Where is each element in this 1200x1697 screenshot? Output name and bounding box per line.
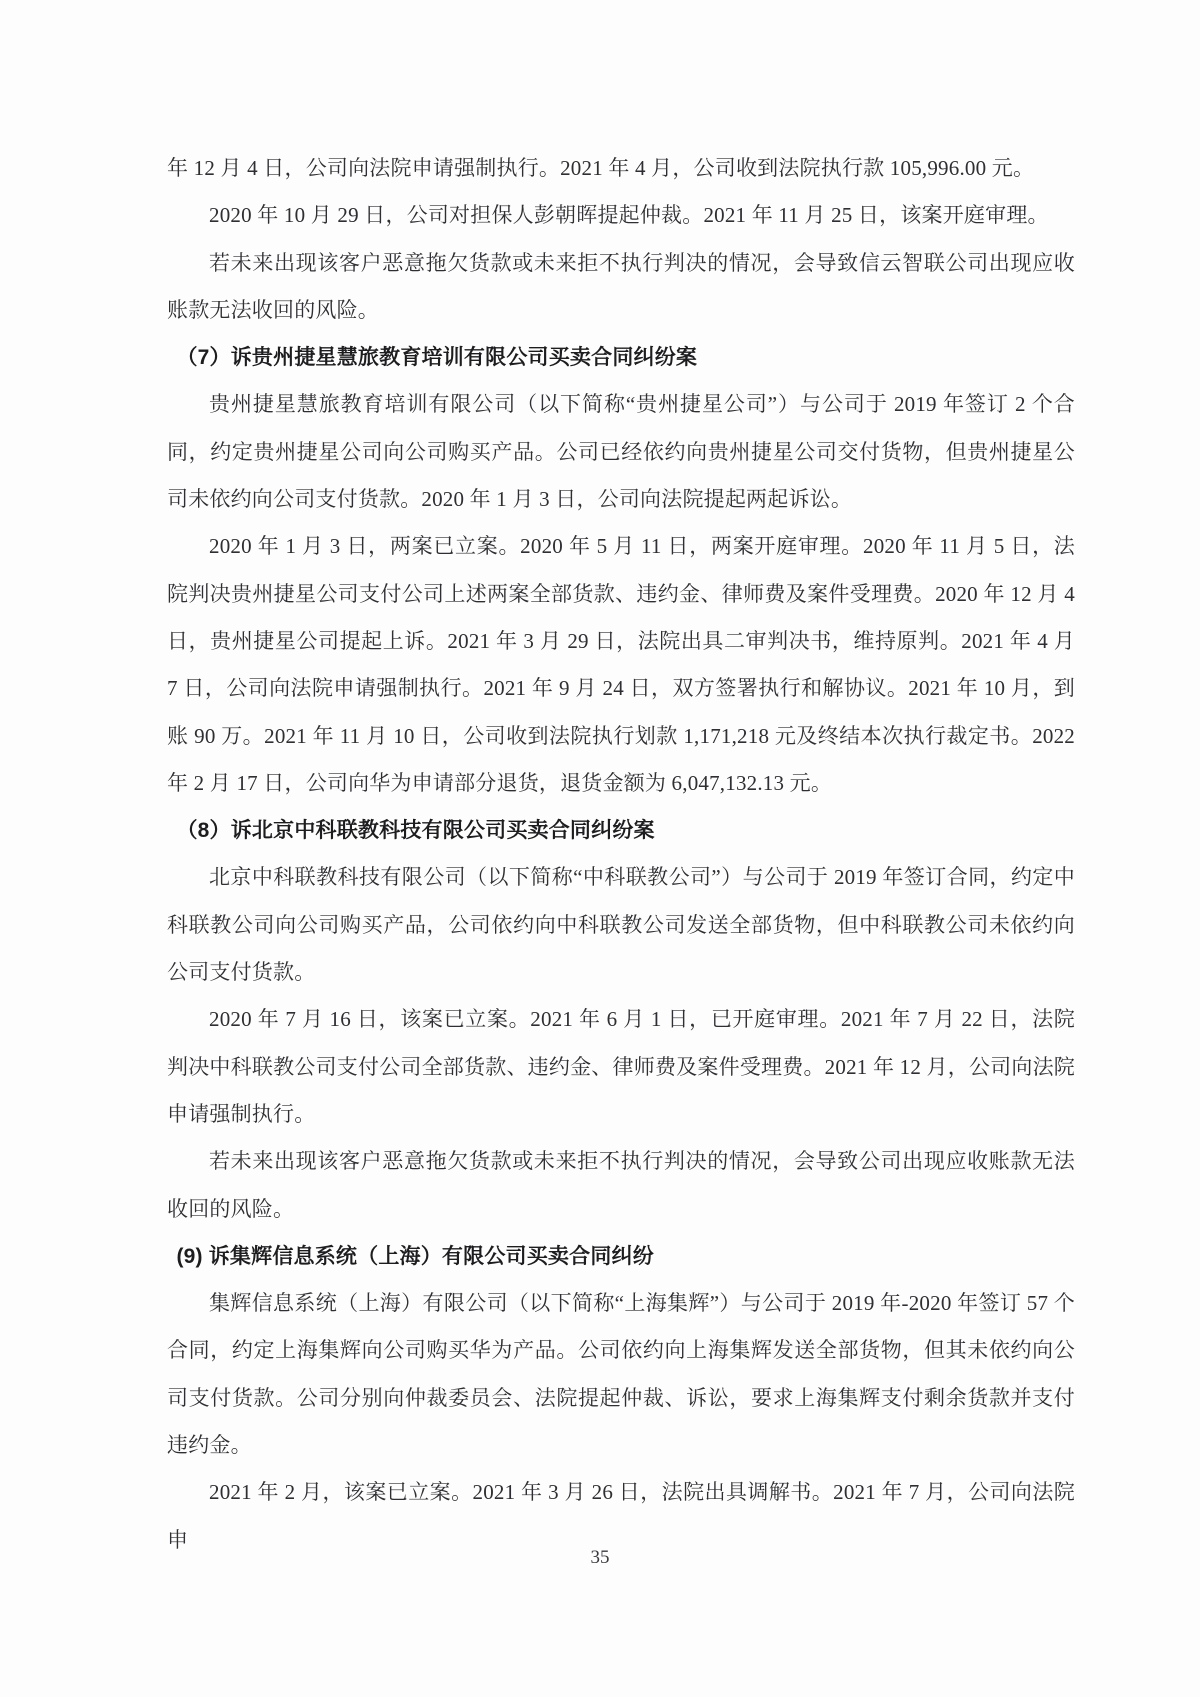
- document-body: [167, 145, 1075, 1564]
- body-paragraph: 2020 年 7 月 16 日，该案已立案。2021 年 6 月 1 日，已开庭审理。2021 年 7 月 22 日，法院判决中科联教公司支付公司全部货款、违约金、律师费及案件受理费。2021 年 12 月，公司向法院申请强制执行。: [167, 1007, 1075, 1126]
- body-paragraph: 北京中科联教科技有限公司（以下简称“中科联教公司”）与公司于 2019 年签订合同，约定中科联教公司向公司购买产品，公司依约向中科联教公司发送全部货物，但中科联教公司未依约向公司支付货款。: [167, 865, 1075, 985]
- body-paragraph: 2021 年 2 月，该案已立案。2021 年 3 月 26 日，法院出具调解书。2021 年 7 月，公司向法院申: [167, 1480, 1075, 1552]
- page-number: 35: [590, 1547, 610, 1568]
- body-paragraph: 若未来出现该客户恶意拖欠货款或未来拒不执行判决的情况，会导致公司出现应收账款无法收回的风险。: [167, 1149, 1075, 1221]
- body-paragraph: 年 12 月 4 日，公司向法院申请强制执行。2021 年 4 月，公司收到法院执行款 105,996.00 元。: [167, 156, 1035, 180]
- section-heading-9: (9) 诉集辉信息系统（上海）有限公司买卖合同纠纷: [176, 1244, 654, 1268]
- section-heading-7: （7）诉贵州捷星慧旅教育培训有限公司买卖合同纠纷案: [176, 346, 698, 370]
- section-heading-8: （8）诉北京中科联教科技有限公司买卖合同纠纷案: [176, 819, 655, 843]
- body-paragraph: 2020 年 1 月 3 日，两案已立案。2020 年 5 月 11 日，两案开庭审理。2020 年 11 月 5 日，法院判决贵州捷星公司支付公司上述两案全部货款、违约金、律师费及案件受理费。2020 年 12 月 4 日，贵州捷星公司提起上诉。2021 年 3 月 29 日，法院出具二审判决书，维持原判。2021 年 4 月 7 日，公司向法院申请强制执行。2021 年 9 月 24 日，双方签署执行和解协议。2021 年 10 月，到账 90 万。2021 年 11 月 10 日，公司收到法院执行划款 1,171,218 元及终结本次执行裁定书。2022 年 2 月 17 日，公司向华为申请部分退货，退货金额为 6,047,132.13 元。: [167, 534, 1075, 795]
- body-paragraph: 若未来出现该客户恶意拖欠货款或未来拒不执行判决的情况，会导致信云智联公司出现应收账款无法收回的风险。: [167, 250, 1075, 322]
- body-paragraph: 集辉信息系统（上海）有限公司（以下简称“上海集辉”）与公司于 2019 年-2020 年签订 57 个合同，约定上海集辉向公司购买华为产品。公司依约向上海集辉发送全部货物，但其未依约向公司支付货款。公司分别向仲裁委员会、法院提起仲裁、诉讼，要求上海集辉支付剩余货款并支付违约金。: [167, 1291, 1075, 1458]
- body-paragraph: 2020 年 10 月 29 日，公司对担保人彭朝晖提起仲裁。2021 年 11 月 25 日，该案开庭审理。: [209, 203, 1049, 228]
- body-paragraph: 贵州捷星慧旅教育培训有限公司（以下简称“贵州捷星公司”）与公司于 2019 年签订 2 个合同，约定贵州捷星公司向公司购买产品。公司已经依约向贵州捷星公司交付货物，但贵州捷星公司未依约向公司支付货款。2020 年 1 月 3 日，公司向法院提起两起诉讼。: [167, 392, 1075, 512]
